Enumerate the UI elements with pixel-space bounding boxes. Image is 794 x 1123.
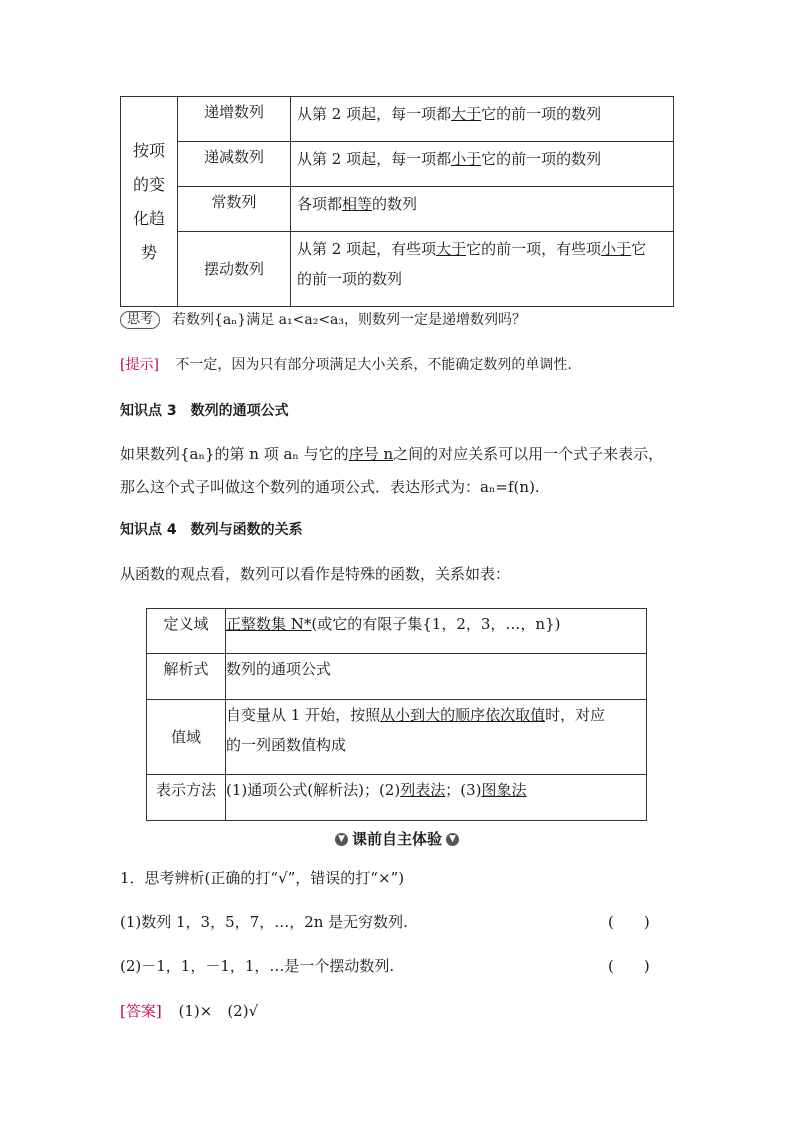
- answer-text: (1)× (2)√: [178, 1002, 259, 1020]
- trend-table: [120, 96, 674, 307]
- domain-label: 定义域: [147, 609, 226, 654]
- range-value: 自变量从 1 开始，按照从小到大的顺序依次取值时，对应 的一列函数值构成: [226, 700, 647, 775]
- exercise-question: 1．思考辨析(正确的打“√”，错误的打“×”): [120, 869, 405, 887]
- group-line: 化趋: [132, 208, 165, 228]
- trend-group-cell: [121, 97, 178, 307]
- domain-value: 正整数集 N*(或它的有限子集{1，2，3，…，n}): [226, 609, 647, 654]
- row-name-increasing: 递增数列: [178, 97, 291, 142]
- section-header: [0, 828, 794, 849]
- function-table: [146, 608, 647, 821]
- answer-blank-2: ( ): [608, 957, 650, 975]
- answer-line: [120, 1000, 258, 1022]
- row-name-decreasing: 递减数列: [178, 142, 291, 187]
- answer-label: [答案]: [120, 1002, 162, 1020]
- k3-line2: 那么这个式子叫做这个数列的通项公式．表达形式为：aₙ=f(n).: [120, 478, 540, 496]
- hint-text: 不一定，因为只有部分项满足大小关系，不能确定数列的单调性.: [175, 357, 572, 373]
- group-line: 势: [140, 242, 157, 262]
- think-question: 若数列{aₙ}满足 a₁<a₂<a₃，则数列一定是递增数列吗？: [172, 312, 527, 328]
- think-badge: 思考: [120, 311, 160, 329]
- row-name-constant: 常数列: [178, 187, 291, 232]
- row-desc-constant: 各项都相等的数列: [291, 187, 674, 232]
- answer-blank-1: ( ): [608, 913, 650, 931]
- row-desc-swing: 从第 2 项起，有些项大于它的前一项，有些项小于它 的前一项的数列: [291, 232, 674, 307]
- row-name-swing: 摆动数列: [178, 232, 291, 307]
- rep-label: 表示方法: [147, 775, 226, 821]
- rep-value: (1)通项公式(解析法)；(2)列表法；(3)图象法: [226, 775, 647, 821]
- group-line: 的变: [132, 174, 165, 194]
- expr-label: 解析式: [147, 654, 226, 700]
- expr-value: 数列的通项公式: [226, 654, 647, 700]
- row-desc-increasing: 从第 2 项起，每一项都大于它的前一项的数列: [291, 97, 674, 142]
- hint-label: [提示]: [120, 357, 159, 373]
- range-label: 值域: [147, 700, 226, 775]
- row-desc-decreasing: 从第 2 项起，每一项都小于它的前一项的数列: [291, 142, 674, 187]
- k4-title: 知识点 4 数列与函数的关系: [120, 522, 303, 538]
- exercise-item-2: (2)－1，1，－1，1，…是一个摆动数列.: [120, 957, 395, 975]
- chevron-down-icon: ▼: [446, 833, 459, 846]
- section-title: 课前自主体验: [351, 830, 442, 848]
- hint-line: [120, 354, 572, 376]
- k3-line1: 如果数列{aₙ}的第 n 项 aₙ 与它的序号 n之间的对应关系可以用一个式子来表示，: [120, 445, 664, 463]
- group-line: 按项: [132, 140, 165, 160]
- chevron-down-icon: ▼: [335, 833, 348, 846]
- exercise-item-1: (1)数列 1，3，5，7，…，2n 是无穷数列.: [120, 913, 408, 931]
- k4-intro: 从函数的观点看，数列可以看作是特殊的函数，关系如表：: [120, 565, 511, 583]
- k3-title: 知识点 3 数列的通项公式: [120, 403, 289, 419]
